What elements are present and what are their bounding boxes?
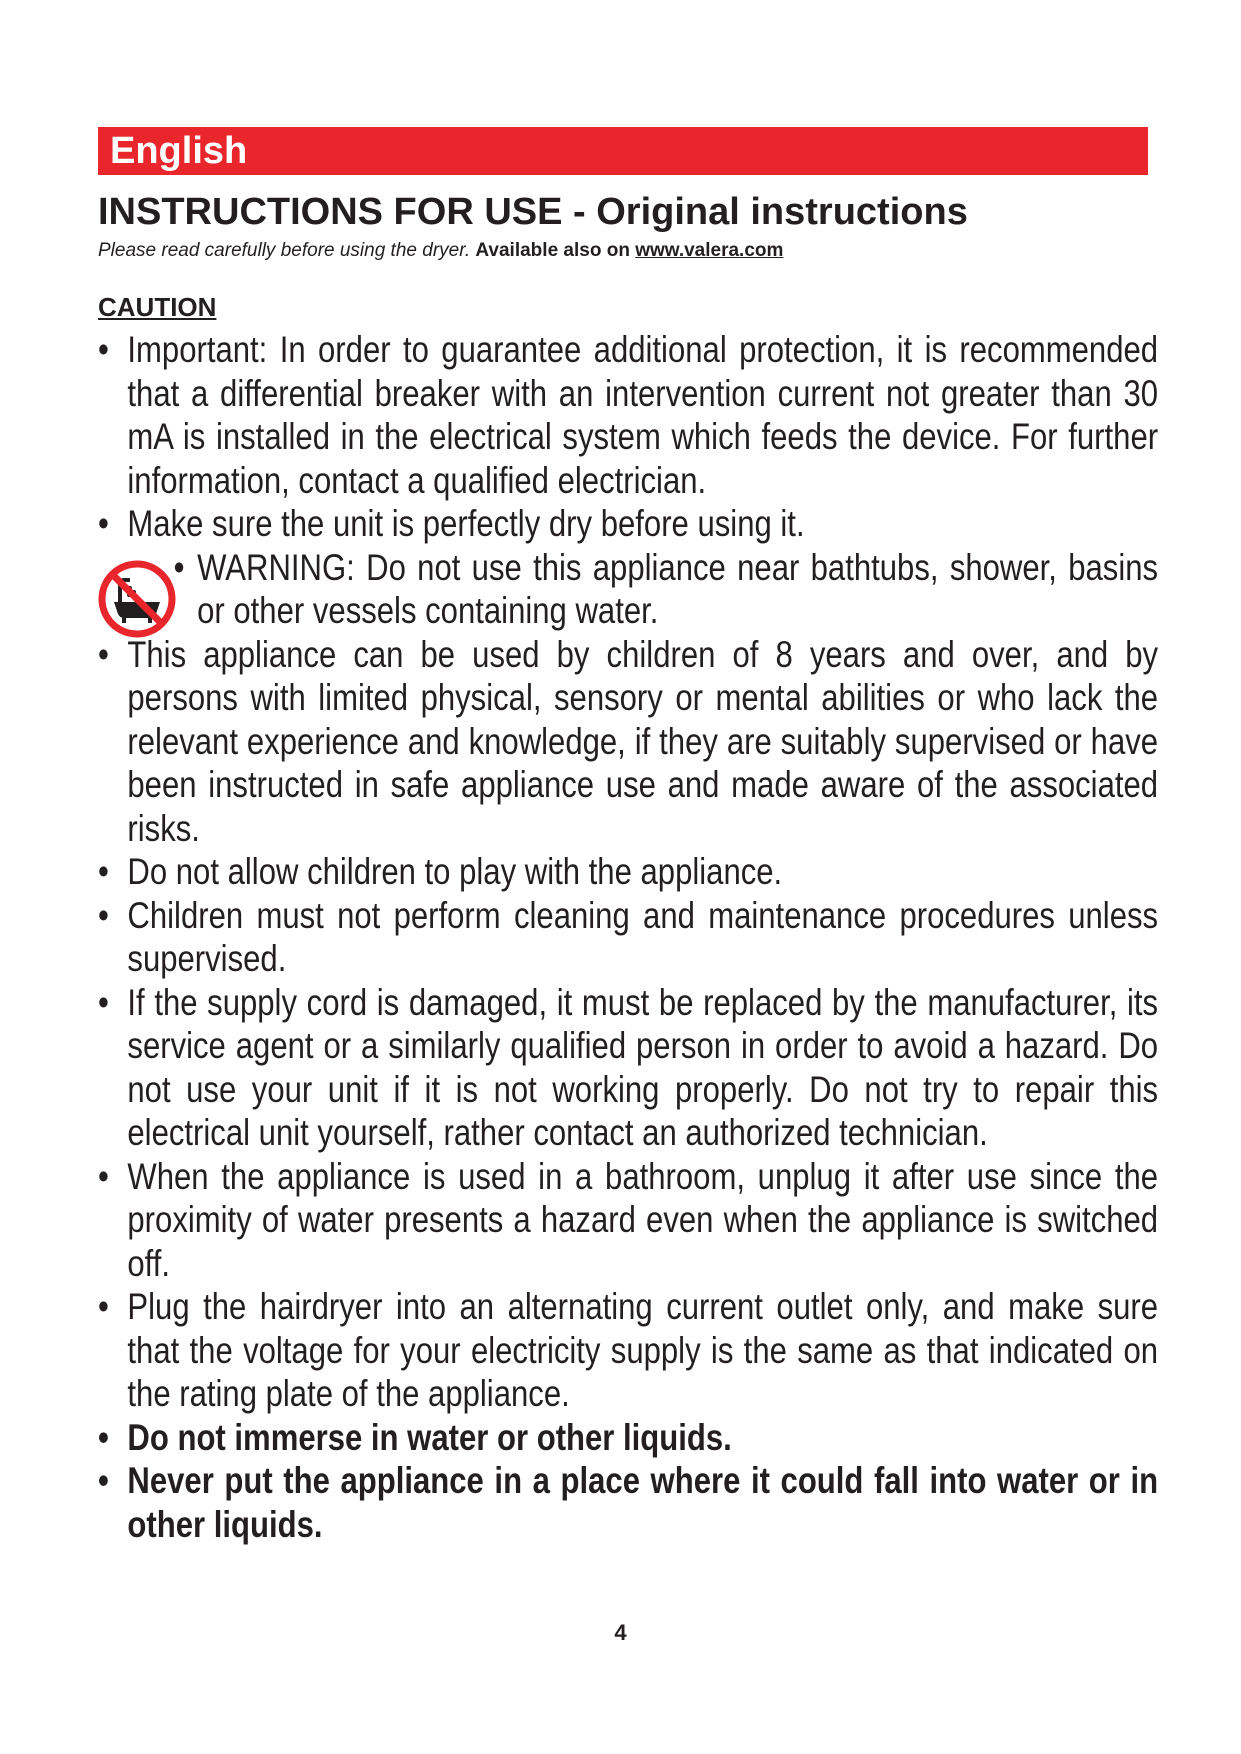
list-item [98,328,1158,502]
read-note: Please read carefully before using the dryer. [98,240,471,261]
no-bathtub-icon [96,558,178,640]
bullet: • [98,1416,109,1458]
list-item-text: Do not allow children to play with the appliance. [127,851,783,892]
list-item-text: Make sure the unit is perfectly dry before using it. [127,503,805,544]
bullet: • [98,981,109,1023]
list-item-text: Plug the hairdryer into an alternating current outlet only, and make sure that the voltage for your electricity supply is the same as that indicated on the rating plate of the appliance. [127,1286,1159,1414]
list-item [98,502,1158,546]
list-item-bold [98,1459,1158,1546]
bullet: • [98,1155,109,1197]
bullet: • [98,329,109,370]
list-item-bold [98,1416,1158,1460]
bullet: • [98,633,109,675]
list-item-text: Children must not perform cleaning and maintenance procedures unless supervised. [127,894,1159,979]
list-item-text: WARNING: Do not use this appliance near bathtubs, shower, basins or other vessels containing water. [197,546,1159,631]
bullet: • [173,546,185,588]
bullet: • [98,851,109,892]
list-item-text: When the appliance is used in a bathroom, unplug it after use since the proximity of water presents a hazard even when the appliance is switched off. [127,1155,1159,1284]
list-item-text: This appliance can be used by children of 8 years and over, and by persons with limited physical, sensory or mental abilities or who lack the relevant experience and knowledge, if they are suitably supervised or have been instructed in safe appliance use and made aware of the associated risks. [127,633,1159,849]
list-item-text: If the supply cord is damaged, it must be replaced by the manufacturer, its service agent or a similarly qualified person in order to avoid a hazard. Do not use your unit if it is not working properly. Do not try to repair this electrical unit yourself, rather contact an authorized technician. [127,981,1159,1153]
available-text: Available also on [475,240,630,261]
list-item [98,981,1158,1155]
language-banner [98,127,1148,175]
list-item-text: Important: In order to guarantee additional protection, it is recommended that a differential breaker with an intervention current not greater than 30 mA is installed in the electrical system which feeds the device. For further information, contact a qualified electrician. [127,329,1159,501]
page-title: INSTRUCTIONS FOR USE - Original instructions [98,191,968,233]
list-item [98,894,1158,981]
list-item [98,633,1158,851]
list-item-text: Never put the appliance in a place where it could fall into water or in other liquids. [127,1460,1159,1545]
page-number: 4 [614,1620,627,1645]
instruction-list [98,328,1158,1546]
list-item-warning [98,546,1158,633]
bullet: • [98,894,109,936]
list-item [98,1155,1158,1286]
caution-heading: CAUTION [98,292,217,322]
list-item [98,1285,1158,1416]
bullet: • [98,1286,109,1327]
list-item [98,850,1158,894]
language-label: English [110,130,248,172]
bullet: • [98,1460,109,1501]
subtitle-line [98,239,783,263]
bullet: • [98,503,109,544]
list-item-text: Do not immerse in water or other liquids. [127,1416,732,1458]
website-link[interactable]: www.valera.com [635,240,784,261]
